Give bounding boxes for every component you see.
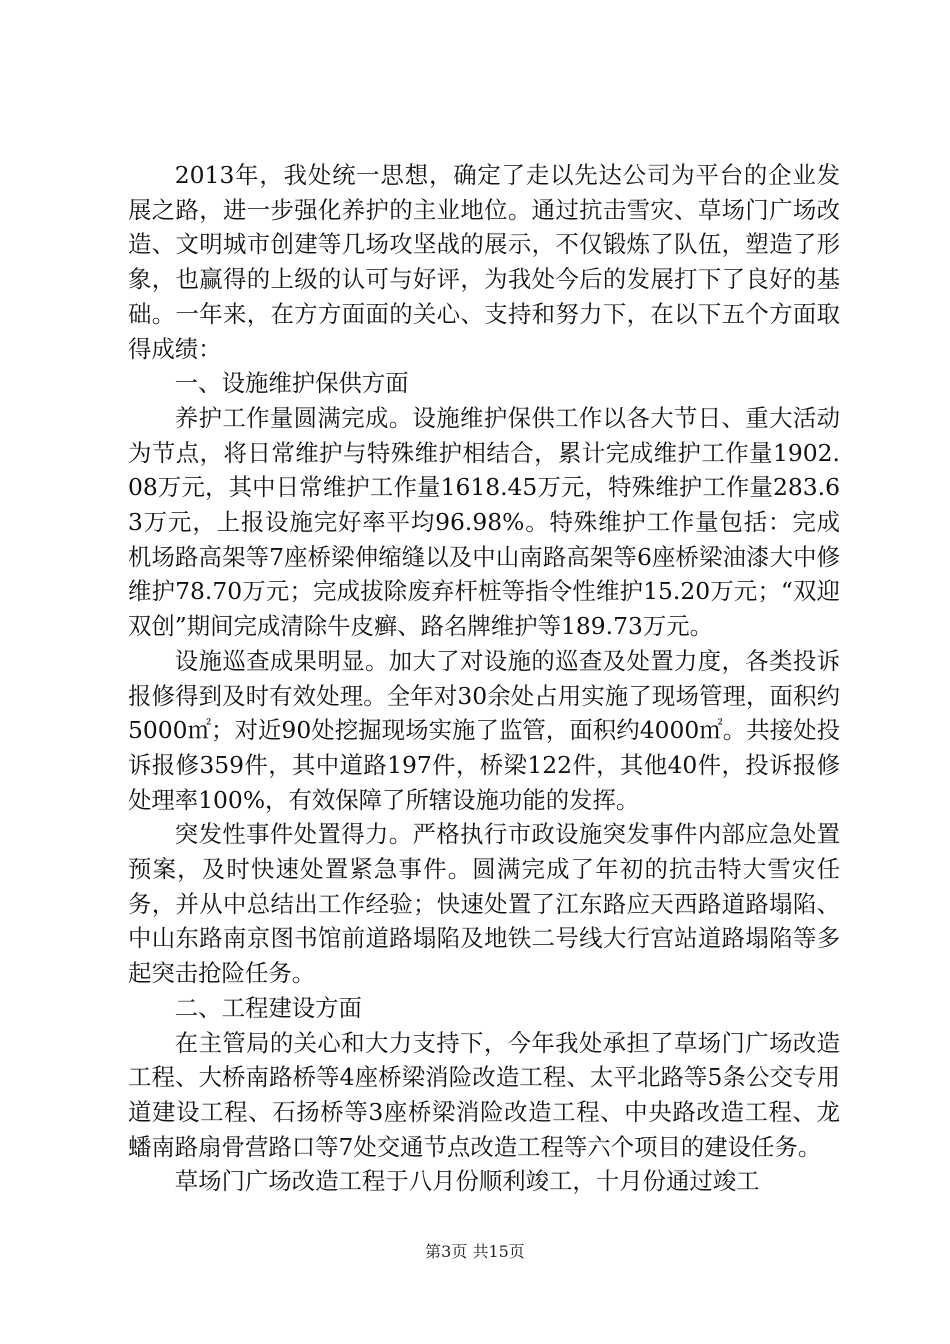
section-heading-construction: 二、工程建设方面 xyxy=(174,993,362,1022)
paragraph-square-renovation: 草场门广场改造工程于八月份顺利竣工，十月份通过竣工 xyxy=(174,1167,760,1196)
paragraph-emergency-handling: 突发性事件处置得力。严格执行市政设施突发事件内部应急处置预案，及时快速处置紧急事件。圆满完成了年初的抗击特大雪灾任务，并从中总结出工作经验；快速处置了江东路应天西路道路塌陷、中山东路南京图书馆前道路塌陷及地铁二号线大行宫站道路塌陷等多起突击抢险任务。 xyxy=(128,820,840,988)
paragraph-maintenance-workload: 养护工作量圆满完成。设施维护保供工作以各大节日、重大活动为节点，将日常维护与特殊维护相结合，累计完成维护工作量1902.08万元，其中日常维护工作量1618.45万元，特殊维护工作量283.63万元，上报设施完好率平均96.98%。特殊维护工作量包括：完成机场路高架等7座桥梁伸缩缝以及中山南路高架等6座桥梁油漆大中修维护78.70万元；完成拔除废弃杆桩等指令性维护15.20万元；“双迎双创”期间完成清除牛皮癣、路名牌维护等189.73万元。 xyxy=(128,403,840,641)
paragraph-intro: 2013年，我处统一思想，确定了走以先达公司为平台的企业发展之路，进一步强化养护的主业地位。通过抗击雪灾、草场门广场改造、文明城市创建等几场攻坚战的展示，不仅锻炼了队伍，塑造了形象，也赢得的上级的认可与好评，为我处今后的发展打下了良好的基础。一年来，在方方面面的关心、支持和努力下，在以下五个方面取得成绩： xyxy=(128,161,840,363)
paragraph-facility-inspection: 设施巡查成果明显。加大了对设施的巡查及处置力度，各类投诉报修得到及时有效处理。全年对30余处占用实施了现场管理，面积约5000㎡；对近90处挖掘现场实施了监管，面积约4000㎡。共接处投诉报修359件，其中道路197件，桥梁122件，其他40件，投诉报修处理率100%，有效保障了所辖设施功能的发挥。 xyxy=(128,646,840,814)
page-footer xyxy=(0,1242,950,1262)
paragraph-construction-tasks: 在主管局的关心和大力支持下，今年我处承担了草场门广场改造工程、大桥南路桥等4座桥梁消险改造工程、太平北路等5条公交专用道建设工程、石扬桥等3座桥梁消险改造工程、中央路改造工程、龙蟠南路扇骨营路口等7处交通节点改造工程等六个项目的建设任务。 xyxy=(128,1028,840,1161)
section-heading-facility-maintenance: 一、设施维护保供方面 xyxy=(174,369,409,398)
page-number-label: 第3页 共15页 xyxy=(425,1242,525,1261)
document-body xyxy=(128,158,840,1199)
